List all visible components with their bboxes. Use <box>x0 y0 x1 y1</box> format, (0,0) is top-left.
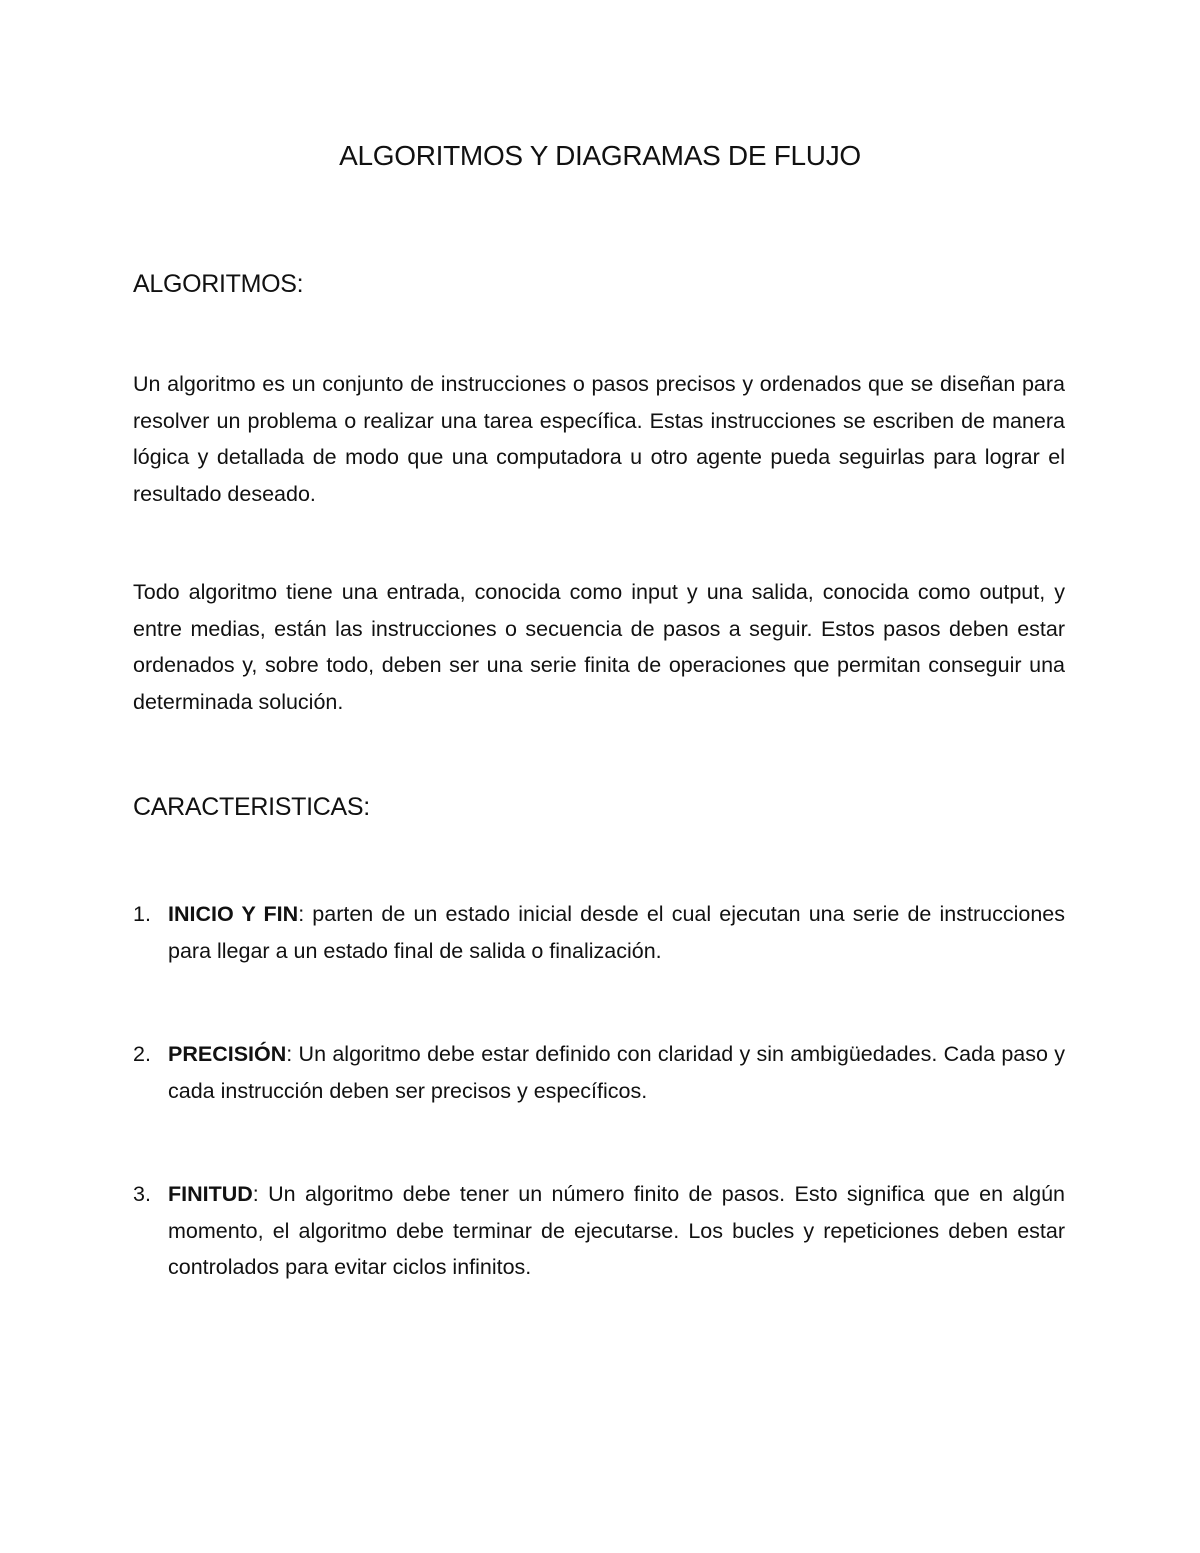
document-title: ALGORITMOS Y DIAGRAMAS DE FLUJO <box>339 140 861 171</box>
list-item-number: 3. <box>133 1182 151 1206</box>
list-item-term: INICIO Y FIN <box>168 902 299 926</box>
list-item-term: PRECISIÓN <box>168 1042 287 1066</box>
list-item-text: : Un algoritmo debe estar definido con claridad y sin ambigüedades. Cada paso y cada instrucción deben ser precisos y específicos. <box>168 1042 1065 1103</box>
list-item-body <box>168 1036 1065 1109</box>
list-item-finitud <box>133 1176 1065 1286</box>
paragraph-input-output: Todo algoritmo tiene una entrada, conocida como input y una salida, conocida como output, y entre medias, están las instrucciones o secuencia de pasos a seguir. Estos pasos deben estar ordenados y, sobre todo, deben ser una serie finita de operaciones que permitan conseguir una determinada solución. <box>133 580 1065 714</box>
section-heading-algoritmos: ALGORITMOS: <box>133 270 304 298</box>
list-item-precision <box>133 1036 1065 1109</box>
list-item-number: 2. <box>133 1042 151 1066</box>
list-item-inicio-fin <box>133 896 1065 969</box>
list-item-text: : parten de un estado inicial desde el cual ejecutan una serie de instrucciones para llegar a un estado final de salida o finalización. <box>168 902 1065 963</box>
section-heading-caracteristicas: CARACTERISTICAS: <box>133 793 370 821</box>
list-item-term: FINITUD <box>168 1182 253 1206</box>
paragraph-definition: Un algoritmo es un conjunto de instrucciones o pasos precisos y ordenados que se diseñan para resolver un problema o realizar una tarea específica. Estas instrucciones se escriben de manera lógica y detallada de modo que una computadora u otro agente pueda seguirlas para lograr el resultado deseado. <box>133 372 1065 506</box>
list-item-text: : Un algoritmo debe tener un número finito de pasos. Esto significa que en algún momento, el algoritmo debe terminar de ejecutarse. Los bucles y repeticiones deben estar controlados para evitar ciclos infinitos. <box>168 1182 1065 1279</box>
list-item-number: 1. <box>133 902 151 926</box>
list-item-body <box>168 1176 1065 1286</box>
list-item-body <box>168 896 1065 969</box>
